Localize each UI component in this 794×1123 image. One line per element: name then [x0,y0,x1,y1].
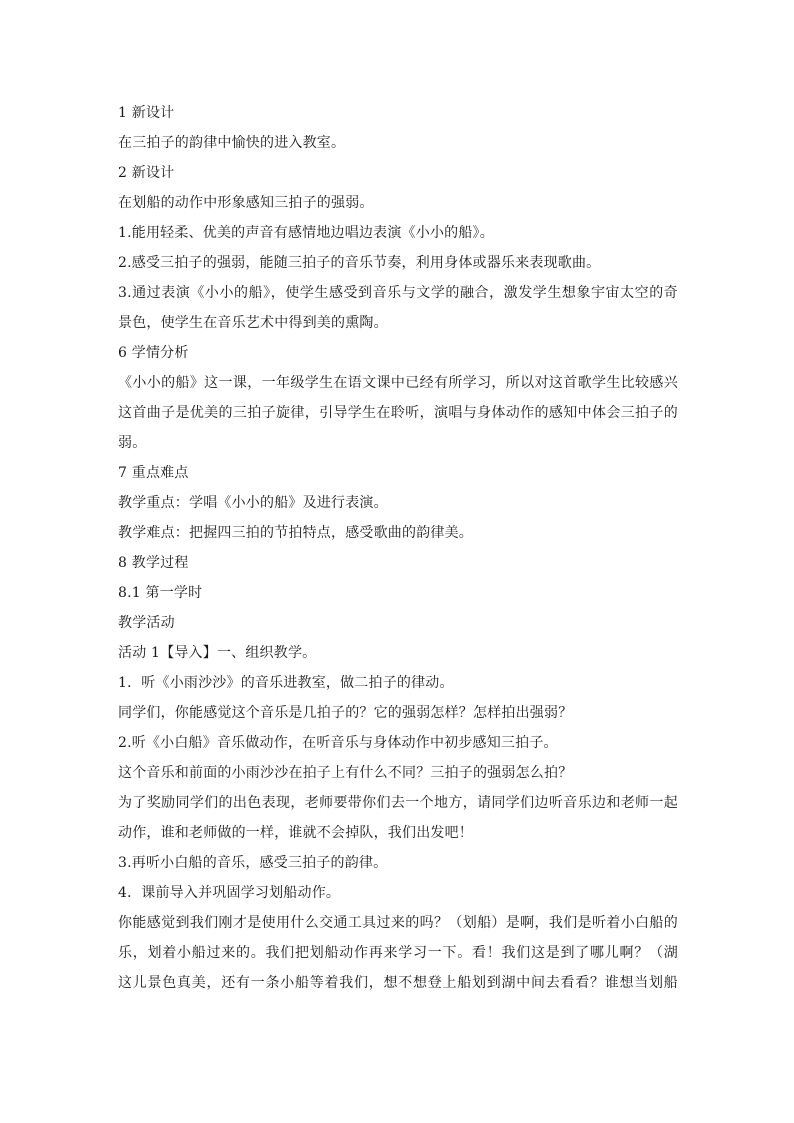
paragraph-line: 在三拍子的韵律中愉快的进入教室。 [118,135,346,151]
paragraph-line: 《小小的船》这一课，一年级学生在语文课中已经有所学习，所以对这首歌学生比较感兴 [118,375,678,391]
paragraph-line: 在划船的动作中形象感知三拍子的强弱。 [118,195,374,211]
paragraph-line: 弱。 [118,435,147,451]
paragraph-line: 1．听《小雨沙沙》的音乐进教室，做二拍子的律动。 [118,675,454,691]
paragraph-line: 这个音乐和前面的小雨沙沙在拍子上有什么不同？三拍子的强弱怎么拍？ [118,765,573,781]
section-heading: 6 学情分析 [118,345,189,361]
paragraph-line: 你能感觉到我们刚才是使用什么交通工具过来的吗？（划船）是啊，我们是听着小白船的 [118,915,678,931]
paragraph-line: 这儿景色真美，还有一条小船等着我们，想不想登上船划到湖中间去看看？谁想当划船 [118,975,678,991]
paragraph-line: 教学重点：学唱《小小的船》及进行表演。 [118,495,388,511]
paragraph-line: 教学活动 [118,615,175,631]
document-page [118,98,678,998]
paragraph-line: 这首曲子是优美的三拍子旋律，引导学生在聆听，演唱与身体动作的感知中体会三拍子的 [118,405,678,421]
paragraph-line: 景色，使学生在音乐艺术中得到美的熏陶。 [118,315,388,331]
paragraph-line: 3.通过表演《小小的船》，使学生感受到音乐与文学的融合，激发学生想象宇宙太空的奇 [118,285,678,301]
paragraph-line: 活动 1【导入】一、组织教学。 [118,645,317,661]
section-heading: 1 新设计 [118,105,175,121]
paragraph-line: 3.再听小白船的音乐，感受三拍子的韵律。 [118,855,388,871]
paragraph-line: 2.听《小白船》音乐做动作，在听音乐与身体动作中初步感知三拍子。 [118,735,558,751]
paragraph-line: 4．课前导入并巩固学习划船动作。 [118,885,341,901]
paragraph-line: 动作，谁和老师做的一样，谁就不会掉队，我们出发吧！ [118,825,473,841]
section-heading: 8 教学过程 [118,555,189,571]
paragraph-line: 同学们，你能感觉这个音乐是几拍子的？它的强弱怎样？怎样拍出强弱？ [118,705,573,721]
paragraph-line: 1.能用轻柔、优美的声音有感情地边唱边表演《小小的船》。 [118,225,494,241]
section-heading: 7 重点难点 [118,465,189,481]
paragraph-line: 2.感受三拍子的强弱，能随三拍子的音乐节奏，利用身体或器乐来表现歌曲。 [118,255,601,271]
paragraph-line: 乐，划着小船过来的。我们把划船动作再来学习一下。看！我们这是到了哪儿啊？（湖 [118,945,678,961]
subsection-heading: 8.1 第一学时 [118,585,203,601]
paragraph-line: 教学难点：把握四三拍的节拍特点，感受歌曲的韵律美。 [118,525,473,541]
paragraph-line: 为了奖励同学们的出色表现，老师要带你们去一个地方，请同学们边听音乐边和老师一起 [118,795,678,811]
section-heading: 2 新设计 [118,165,175,181]
